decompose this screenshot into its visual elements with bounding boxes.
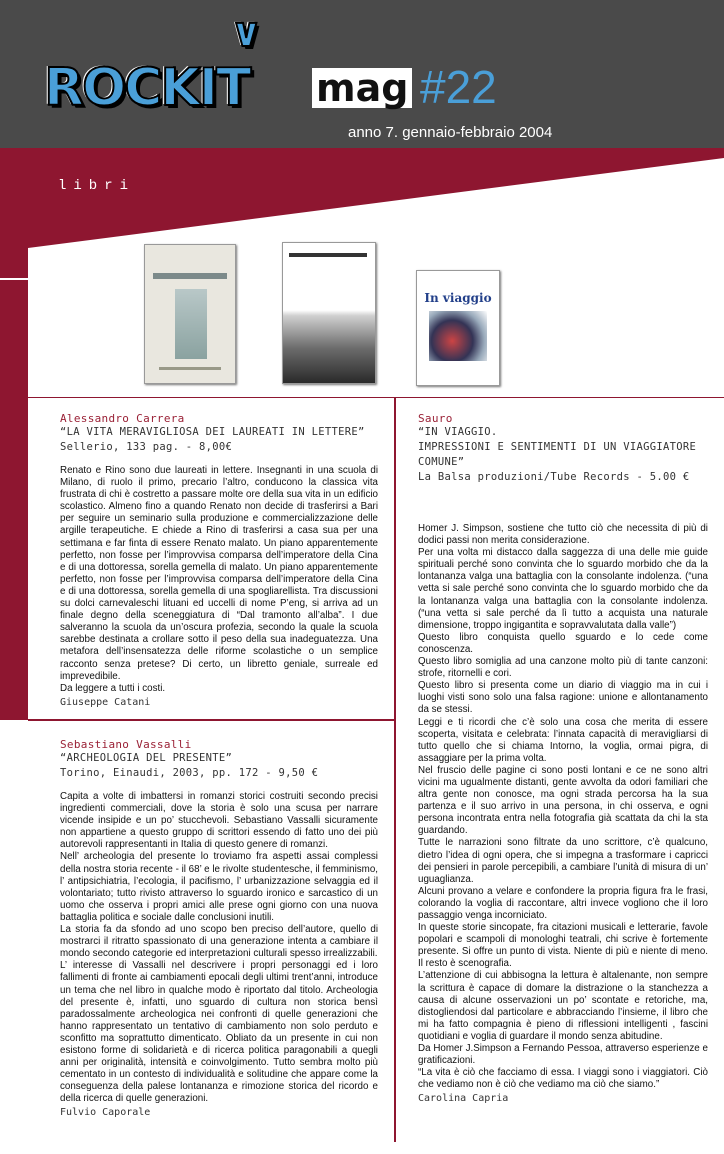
issue-date: anno 7. gennaio-febbraio 2004 bbox=[348, 124, 553, 141]
left-column-divider bbox=[28, 719, 394, 721]
review-paragraph: “La vita è ciò che facciamo di essa. I viaggi sono i viaggiatori. Ciò che vediamo non è ciò che vediamo ma ciò che siamo.” bbox=[418, 1067, 708, 1091]
review-paragraph: Da Homer J.Simpson a Fernando Pessoa, attraverso esperienze e gratificazioni. bbox=[418, 1043, 708, 1067]
review-paragraph: Alcuni provano a velare e confondere la propria figura fra le frasi, colorando la voglia di raccontare, altri invece vogliono che il loro passaggio venga incorniciato. bbox=[418, 885, 708, 921]
review-paragraph: Capita a volte di imbattersi in romanzi storici costruiti secondo precisi ingredienti commerciali, dove la storia è solo una scusa per narrare vicende insipide e un po’ stucchevoli. Sebastiano Vassalli sicuramente non appartiene a questo gruppo di scrittori essendo di fatto uno dei più autorevoli rappresentanti in Italia di questo genere di romanzi. bbox=[60, 791, 378, 851]
masthead bbox=[0, 0, 724, 148]
review-paragraph: In queste storie sincopate, fra citazioni musicali e letterarie, favole popolari e scampoli di monologhi teatrali, chi scrive è fortemente presente. Si offre un punto di vista. Niente di più e niente di meno. Il resto è scenografia. bbox=[418, 922, 708, 970]
review-publisher: Sellerio, 133 pag. - 8,00€ bbox=[60, 441, 233, 453]
review-subtitle: IMPRESSIONI E SENTIMENTI DI UN VIAGGIATORE COMUNE” bbox=[418, 441, 697, 468]
column-divider bbox=[394, 397, 396, 1142]
review-publisher: La Balsa produzioni/Tube Records - 5.00 € bbox=[418, 471, 690, 483]
review-author: Alessandro Carrera bbox=[60, 412, 185, 425]
book-cover-carrera bbox=[144, 244, 236, 384]
logo-check-mark: ∨ bbox=[230, 10, 261, 56]
review-paragraph: Leggi e ti ricordi che c’è solo una cosa che merita di essere scoperta, visitata e celebrata: l’innata capacità di meravigliarsi di tutto quello che si chiama Intorno, la voglia, ormai pigra, di assaggiare per la prima volta. bbox=[418, 716, 708, 764]
review-paragraph: Renato e Rino sono due laureati in lettere. Insegnanti in una scuola di Milano, di ruolo il primo, precario l’altro, conducono la classica vita frustrata di chi è costretto a passare molte ore della sua vita in un edificio scolastico. Almeno fino a quando Renato non decide di trasferirsi a Bari per seguire un seminario sulla produzione e commercializzazione delle argille terapeutiche. E chiede a Rino di trasferirsi a casa sua per una settimana e far finta di essere Renato malato. Un piano apparentemente perfetto, non fosse per l’improvvisa comparsa dell’imperatore della Cina e di una dottoressa, sorella gemella di malato. Un piano apparentemente perfetto, non fosse per l’improvvisa comparsa dell’imperatore della Cina e di una dottoressa, sorella gemella di una spogliarellista. Tra discussioni su dolci carnevaleschi lituani ed uccelli di nome P’eng, si arriva ad un finale degno della sceneggiatura di “Dal tramonto all’alba”. I due salveranno la scuola da un’oscura profezia, secondo la quale la scuola sarebbe destinata a crollare sotto il peso della sua inadeguatezza. Una metafora dell’insensatezza delle riforme scolastiche o un semplice racconto senza pretese? Di certo, un libretto geniale, surreale ed imprevedibile. bbox=[60, 465, 378, 682]
logo-rockit: ROCKIT ∨ bbox=[44, 10, 261, 118]
top-divider bbox=[28, 397, 724, 398]
review-signature: Giuseppe Catani bbox=[60, 696, 151, 708]
left-accent-bar bbox=[0, 280, 28, 720]
book-cover-vassalli bbox=[282, 242, 376, 384]
review-title: “IN VIAGGIO. bbox=[418, 426, 498, 438]
review-signature: Carolina Capria bbox=[418, 1093, 509, 1105]
review-paragraph: La storia fa da sfondo ad uno scopo ben preciso dell’autore, quello di mostrarci il ritratto spassionato di una generazione intenta a cambiare il mondo secondo categorie ed interpretazioni culturali spesso irrealizzabili. bbox=[60, 924, 378, 960]
review-paragraph: Questo libro si presenta come un diario di viaggio ma in cui i luoghi visti sono solo una falsa ragione: unione e allontanamento da se stessi. bbox=[418, 680, 708, 716]
review-paragraph: Nel fruscio delle pagine ci sono posti lontani e ce ne sono altri vicini ma ugualmente distanti, gente avvolta da odori familiari che altra gente non conosce, ma ogni strada percorsa ha la sua partenza e il suo arrivo in una persona, in chi osserva, e ogni persona incontrata entra nella fotografia già scattata da chi la sta guardando. bbox=[418, 764, 708, 837]
logo-mag: mag bbox=[312, 68, 412, 108]
review-paragraph: L’ interesse di Vassalli nel descrivere i propri personaggi ed i loro fallimenti di fronte ai cambiamenti epocali degli ultimi trent’anni, introduce un tema che nel libro in qualche modo è riportato dal titolo. Archeologia del presente è, infatti, uno sguardo di cultura non storica bensì paradossalmente archeologica nei confronti di quelle generazioni che hanno rappresentato un tentativo di cambiamento non solo perduto e sconfitto ma soprattutto dimenticato. Obliato da un presente in cui non esistono forme di solidarietà e di ricerca politica paragonabili a quegli anni per originalità, intensità e coinvolgimento. Tutto sembra molto più cementato in un contesto di individualità e solitudine che appare come la conseguenza della palese lontananza e rimozione storica del ricordo e della ricerca di quelle generazioni. bbox=[60, 960, 378, 1105]
review-paragraph: Da leggere a tutti i costi. bbox=[60, 682, 166, 694]
review-paragraph: Per una volta mi distacco dalla saggezza di una delle mie guide spirituali perché sono convinta che lo sguardo morbido che da la lontananza valga una battaglia con la consolante indolenza. (“una vetta si sale perché sono convinta che lo sguardo morbido che da la lontananza valga una battaglia con la consolante indolenza. (“una vetta si sale perché da lì tutto a acquista una naturale dimensione, troppo ingigantita e sopravvalutata dalla valle”) bbox=[418, 547, 708, 631]
review-signature: Fulvio Caporale bbox=[60, 1107, 151, 1119]
review-title: “LA VITA MERAVIGLIOSA DEI LAUREATI IN LETTERE” bbox=[60, 426, 365, 438]
review-paragraph: Nell’ archeologia del presente lo troviamo fra aspetti assai complessi della nostra storia recente - il 68’ e le rivolte studentesche, il femminismo, l’ antipsichiatria, l’ecologia, il pacifismo, l’ urbanizzazione selvaggia ed il volontariato; tutto rivisto attraverso lo sguardo ironico e sarcastico di un uomo che osserva i propri amici alle prese ogni giorno con una nuova battaglia politica e sociale dalle conclusioni inutili. bbox=[60, 851, 378, 923]
review-sauro bbox=[418, 412, 708, 1104]
review-paragraph: Homer J. Simpson, sostiene che tutto ciò che necessita di più di dodici passi non merita considerazione. bbox=[418, 523, 708, 547]
review-title: “ARCHEOLOGIA DEL PRESENTE” bbox=[60, 752, 233, 764]
review-paragraph: Tutte le narrazioni sono filtrate da uno scrittore, c’è qualcuno, dietro l’idea di ogni opera, che si impegna a trasformare i capricci dei pensieri in parole percepibili, a cambiare l’unità di misura di un’ uguaglianza. bbox=[418, 837, 708, 885]
book-cover-sauro bbox=[416, 270, 500, 386]
section-label: libri bbox=[58, 178, 136, 194]
review-body bbox=[418, 523, 708, 1091]
review-body bbox=[60, 791, 378, 1105]
review-publisher: Torino, Einaudi, 2003, pp. 172 - 9,50 € bbox=[60, 767, 319, 779]
review-vassalli bbox=[60, 738, 378, 1118]
book-cover-title: In viaggio bbox=[424, 291, 492, 305]
review-carrera bbox=[60, 412, 378, 708]
review-paragraph: Questo libro conquista quello sguardo e lo cede come conoscenza. bbox=[418, 631, 708, 655]
review-paragraph: L’attenzione di cui abbisogna la lettura è altalenante, non sempre la scrittura è capace di domare la distrazione o la stanchezza a causa di alcune osservazioni un po’ scontate e retoriche, ma, distogliendosi dal particolare e abbracciando l’insieme, il libro che mi ha fatto compagnia è pieno di riflessioni intelligenti , fascini quotidiani e voglia di guardare il mondo senza abitudine. bbox=[418, 970, 708, 1042]
review-author: Sauro bbox=[418, 412, 453, 425]
review-body bbox=[60, 465, 378, 695]
review-paragraph: Questo libro somiglia ad una canzone molto più di tante canzoni: strofe, ritornelli e cori. bbox=[418, 656, 708, 680]
review-author: Sebastiano Vassalli bbox=[60, 738, 192, 751]
issue-number: #22 bbox=[420, 61, 497, 113]
